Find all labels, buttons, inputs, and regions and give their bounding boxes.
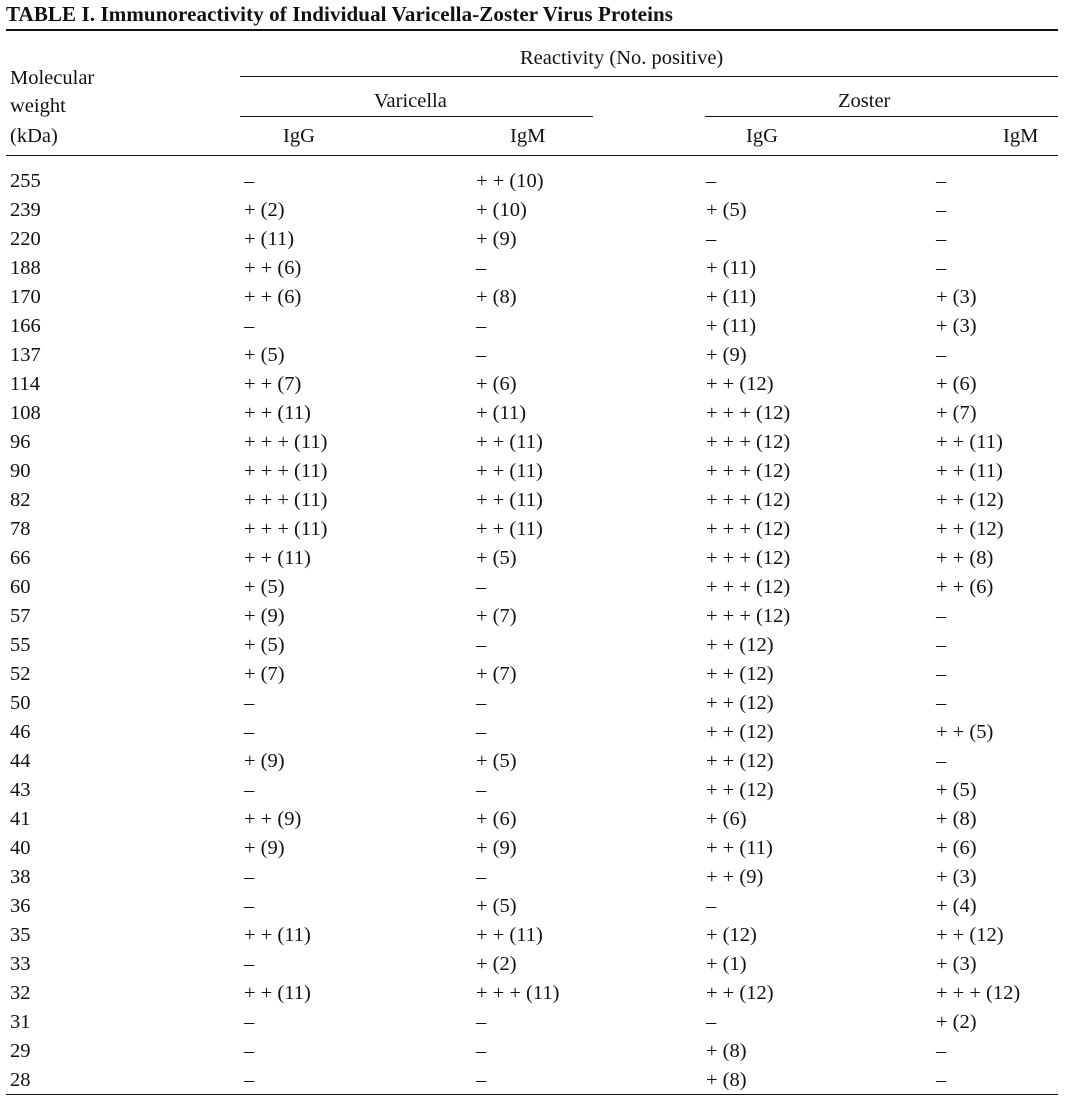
reactivity-rule [240, 76, 1058, 77]
table-row [0, 953, 1080, 982]
table-row [0, 1011, 1080, 1040]
cell-varicella-igg: – [244, 1011, 255, 1033]
cell-varicella-igg: + + (6) [244, 257, 302, 279]
cell-varicella-igm: – [476, 1040, 487, 1062]
cell-zoster-igg: + (12) [706, 924, 757, 946]
cell-zoster-igm: + + (11) [936, 460, 1003, 482]
table-row [0, 924, 1080, 953]
cell-zoster-igg: + + + (12) [706, 547, 791, 569]
cell-zoster-igg: + (8) [706, 1069, 747, 1091]
header-varicella-igg: IgG [283, 125, 315, 147]
cell-zoster-igm: + (2) [936, 1011, 977, 1033]
header-varicella: Varicella [374, 90, 447, 112]
cell-varicella-igm: + (10) [476, 199, 527, 221]
table-row [0, 895, 1080, 924]
cell-zoster-igg: – [706, 228, 717, 250]
table-row [0, 228, 1080, 257]
cell-zoster-igm: – [936, 344, 947, 366]
cell-varicella-igm: + (8) [476, 286, 517, 308]
cell-varicella-igg: – [244, 692, 255, 714]
cell-mw: 170 [10, 286, 41, 308]
cell-varicella-igm: – [476, 1011, 487, 1033]
cell-mw: 50 [10, 692, 31, 714]
cell-zoster-igm: – [936, 663, 947, 685]
cell-varicella-igg: + (5) [244, 576, 285, 598]
cell-varicella-igg: + (9) [244, 605, 285, 627]
table-row [0, 402, 1080, 431]
cell-varicella-igm: + + (11) [476, 924, 543, 946]
cell-varicella-igm: + (5) [476, 547, 517, 569]
cell-zoster-igg: + (8) [706, 1040, 747, 1062]
header-mw-line2: weight [10, 95, 66, 117]
cell-zoster-igm: + (3) [936, 315, 977, 337]
cell-mw: 90 [10, 460, 31, 482]
table-row [0, 808, 1080, 837]
cell-varicella-igg: – [244, 866, 255, 888]
table-row [0, 750, 1080, 779]
table-row [0, 779, 1080, 808]
cell-mw: 43 [10, 779, 31, 801]
cell-varicella-igm: + (2) [476, 953, 517, 975]
cell-varicella-igg: + (7) [244, 663, 285, 685]
cell-zoster-igg: + (5) [706, 199, 747, 221]
header-zoster-igm: IgM [1003, 125, 1039, 147]
table-row [0, 170, 1080, 199]
cell-mw: 255 [10, 170, 41, 192]
cell-zoster-igm: – [936, 199, 947, 221]
cell-zoster-igm: + + (12) [936, 489, 1004, 511]
cell-mw: 41 [10, 808, 31, 830]
cell-varicella-igm: + + (11) [476, 518, 543, 540]
table-row [0, 373, 1080, 402]
zoster-rule [705, 116, 1058, 117]
cell-varicella-igg: + + + (11) [244, 518, 328, 540]
cell-varicella-igm: + (9) [476, 228, 517, 250]
cell-zoster-igm: + (7) [936, 402, 977, 424]
cell-zoster-igg: + + + (12) [706, 489, 791, 511]
cell-varicella-igm: + (7) [476, 663, 517, 685]
cell-zoster-igm: + (6) [936, 373, 977, 395]
cell-mw: 220 [10, 228, 41, 250]
cell-mw: 44 [10, 750, 31, 772]
cell-mw: 52 [10, 663, 31, 685]
cell-varicella-igg: – [244, 779, 255, 801]
cell-varicella-igg: + + + (11) [244, 431, 328, 453]
cell-zoster-igm: – [936, 634, 947, 656]
cell-varicella-igg: + (5) [244, 634, 285, 656]
cell-zoster-igm: – [936, 228, 947, 250]
table-row [0, 518, 1080, 547]
cell-varicella-igm: + + (11) [476, 431, 543, 453]
cell-varicella-igg: + + (11) [244, 402, 311, 424]
header-reactivity: Reactivity (No. positive) [520, 47, 724, 69]
table-row [0, 605, 1080, 634]
cell-zoster-igg: + + (12) [706, 750, 774, 772]
table-row [0, 344, 1080, 373]
cell-varicella-igg: – [244, 1069, 255, 1091]
cell-varicella-igm: + (9) [476, 837, 517, 859]
cell-mw: 96 [10, 431, 31, 453]
cell-zoster-igg: + (6) [706, 808, 747, 830]
cell-varicella-igg: – [244, 895, 255, 917]
cell-zoster-igm: – [936, 750, 947, 772]
varicella-rule [240, 116, 593, 117]
cell-varicella-igm: – [476, 692, 487, 714]
cell-mw: 60 [10, 576, 31, 598]
cell-mw: 188 [10, 257, 41, 279]
cell-zoster-igm: + (4) [936, 895, 977, 917]
cell-zoster-igg: + + (11) [706, 837, 773, 859]
cell-varicella-igm: + (7) [476, 605, 517, 627]
cell-varicella-igm: – [476, 344, 487, 366]
table-row [0, 460, 1080, 489]
cell-varicella-igg: + + + (11) [244, 460, 328, 482]
cell-mw: 35 [10, 924, 31, 946]
cell-varicella-igg: + + (11) [244, 547, 311, 569]
cell-zoster-igm: + + (8) [936, 547, 994, 569]
cell-varicella-igm: – [476, 1069, 487, 1091]
cell-mw: 46 [10, 721, 31, 743]
table-row [0, 286, 1080, 315]
cell-mw: 29 [10, 1040, 31, 1062]
cell-varicella-igm: + (11) [476, 402, 527, 424]
cell-varicella-igg: + + (7) [244, 373, 302, 395]
cell-zoster-igg: + + + (12) [706, 431, 791, 453]
header-zoster-igg: IgG [746, 125, 778, 147]
table-row [0, 576, 1080, 605]
cell-varicella-igg: – [244, 315, 255, 337]
cell-zoster-igm: + + (12) [936, 924, 1004, 946]
cell-zoster-igg: + + (12) [706, 721, 774, 743]
cell-varicella-igg: + + (6) [244, 286, 302, 308]
table-row [0, 489, 1080, 518]
cell-varicella-igg: + + (9) [244, 808, 302, 830]
cell-zoster-igg: + + + (12) [706, 518, 791, 540]
cell-zoster-igm: + (3) [936, 866, 977, 888]
cell-mw: 137 [10, 344, 41, 366]
cell-zoster-igg: + + (12) [706, 982, 774, 1004]
cell-zoster-igg: + (11) [706, 315, 757, 337]
cell-zoster-igg: + (1) [706, 953, 747, 975]
cell-zoster-igm: + + + (12) [936, 982, 1021, 1004]
cell-mw: 55 [10, 634, 31, 656]
cell-varicella-igg: + + (11) [244, 924, 311, 946]
cell-mw: 33 [10, 953, 31, 975]
cell-zoster-igg: + + (9) [706, 866, 764, 888]
cell-zoster-igm: + (8) [936, 808, 977, 830]
cell-zoster-igm: + + (6) [936, 576, 994, 598]
cell-varicella-igm: + (5) [476, 750, 517, 772]
header-mw-line3: (kDa) [10, 125, 58, 147]
cell-mw: 31 [10, 1011, 31, 1033]
cell-zoster-igm: – [936, 257, 947, 279]
table-row [0, 663, 1080, 692]
cell-mw: 114 [10, 373, 40, 395]
table-row [0, 721, 1080, 750]
cell-varicella-igg: – [244, 170, 255, 192]
cell-zoster-igm: – [936, 692, 947, 714]
cell-varicella-igm: – [476, 257, 487, 279]
cell-varicella-igm: – [476, 779, 487, 801]
cell-varicella-igm: – [476, 634, 487, 656]
cell-mw: 239 [10, 199, 41, 221]
cell-zoster-igm: – [936, 605, 947, 627]
cell-zoster-igg: + + + (12) [706, 402, 791, 424]
cell-zoster-igm: + (6) [936, 837, 977, 859]
cell-varicella-igm: + + + (11) [476, 982, 560, 1004]
cell-varicella-igg: + (2) [244, 199, 285, 221]
header-varicella-igm: IgM [510, 125, 546, 147]
cell-mw: 36 [10, 895, 31, 917]
cell-zoster-igm: + + (11) [936, 431, 1003, 453]
cell-mw: 78 [10, 518, 31, 540]
cell-mw: 38 [10, 866, 31, 888]
cell-zoster-igg: + + + (12) [706, 576, 791, 598]
header-mw-line1: Molecular [10, 67, 95, 89]
cell-mw: 57 [10, 605, 31, 627]
cell-zoster-igm: – [936, 1069, 947, 1091]
bottom-rule [6, 1094, 1058, 1095]
cell-zoster-igm: + + (12) [936, 518, 1004, 540]
cell-varicella-igg: + (5) [244, 344, 285, 366]
cell-zoster-igg: + (11) [706, 257, 757, 279]
table-row [0, 547, 1080, 576]
cell-varicella-igm: + (6) [476, 373, 517, 395]
table-row [0, 982, 1080, 1011]
cell-zoster-igg: + (11) [706, 286, 757, 308]
cell-varicella-igm: – [476, 721, 487, 743]
cell-zoster-igg: – [706, 1011, 717, 1033]
header-rule [6, 155, 1058, 156]
cell-varicella-igm: + + (10) [476, 170, 544, 192]
cell-varicella-igm: + (5) [476, 895, 517, 917]
table-row [0, 837, 1080, 866]
cell-zoster-igm: + (3) [936, 286, 977, 308]
cell-zoster-igg: + + (12) [706, 663, 774, 685]
cell-varicella-igg: – [244, 721, 255, 743]
table-row [0, 866, 1080, 895]
table-row [0, 257, 1080, 286]
cell-zoster-igg: – [706, 895, 717, 917]
cell-mw: 82 [10, 489, 31, 511]
cell-zoster-igm: + (5) [936, 779, 977, 801]
cell-mw: 166 [10, 315, 41, 337]
cell-varicella-igg: – [244, 953, 255, 975]
cell-varicella-igm: + + (11) [476, 460, 543, 482]
table-row [0, 431, 1080, 460]
header-zoster: Zoster [838, 90, 891, 112]
cell-varicella-igg: + (9) [244, 837, 285, 859]
table-row [0, 634, 1080, 663]
table-row [0, 1040, 1080, 1069]
cell-zoster-igg: + + + (12) [706, 460, 791, 482]
table-row [0, 315, 1080, 344]
cell-zoster-igm: – [936, 1040, 947, 1062]
cell-varicella-igg: + (9) [244, 750, 285, 772]
cell-varicella-igg: – [244, 1040, 255, 1062]
cell-zoster-igg: – [706, 170, 717, 192]
cell-mw: 108 [10, 402, 41, 424]
cell-mw: 66 [10, 547, 31, 569]
cell-varicella-igm: – [476, 576, 487, 598]
cell-zoster-igm: – [936, 170, 947, 192]
cell-varicella-igm: – [476, 866, 487, 888]
cell-mw: 28 [10, 1069, 31, 1091]
top-rule [6, 29, 1058, 31]
cell-zoster-igg: + + + (12) [706, 605, 791, 627]
cell-varicella-igm: + (6) [476, 808, 517, 830]
cell-zoster-igg: + + (12) [706, 692, 774, 714]
cell-zoster-igm: + (3) [936, 953, 977, 975]
cell-mw: 40 [10, 837, 31, 859]
cell-varicella-igg: + + (11) [244, 982, 311, 1004]
cell-zoster-igg: + + (12) [706, 373, 774, 395]
cell-zoster-igg: + (9) [706, 344, 747, 366]
cell-zoster-igg: + + (12) [706, 779, 774, 801]
cell-mw: 32 [10, 982, 31, 1004]
cell-zoster-igg: + + (12) [706, 634, 774, 656]
cell-varicella-igg: + (11) [244, 228, 295, 250]
cell-varicella-igm: + + (11) [476, 489, 543, 511]
table-row [0, 199, 1080, 228]
cell-varicella-igg: + + + (11) [244, 489, 328, 511]
table-row [0, 692, 1080, 721]
cell-zoster-igm: + + (5) [936, 721, 994, 743]
table-title: TABLE I. Immunoreactivity of Individual Varicella-Zoster Virus Proteins [6, 2, 674, 26]
cell-varicella-igm: – [476, 315, 487, 337]
